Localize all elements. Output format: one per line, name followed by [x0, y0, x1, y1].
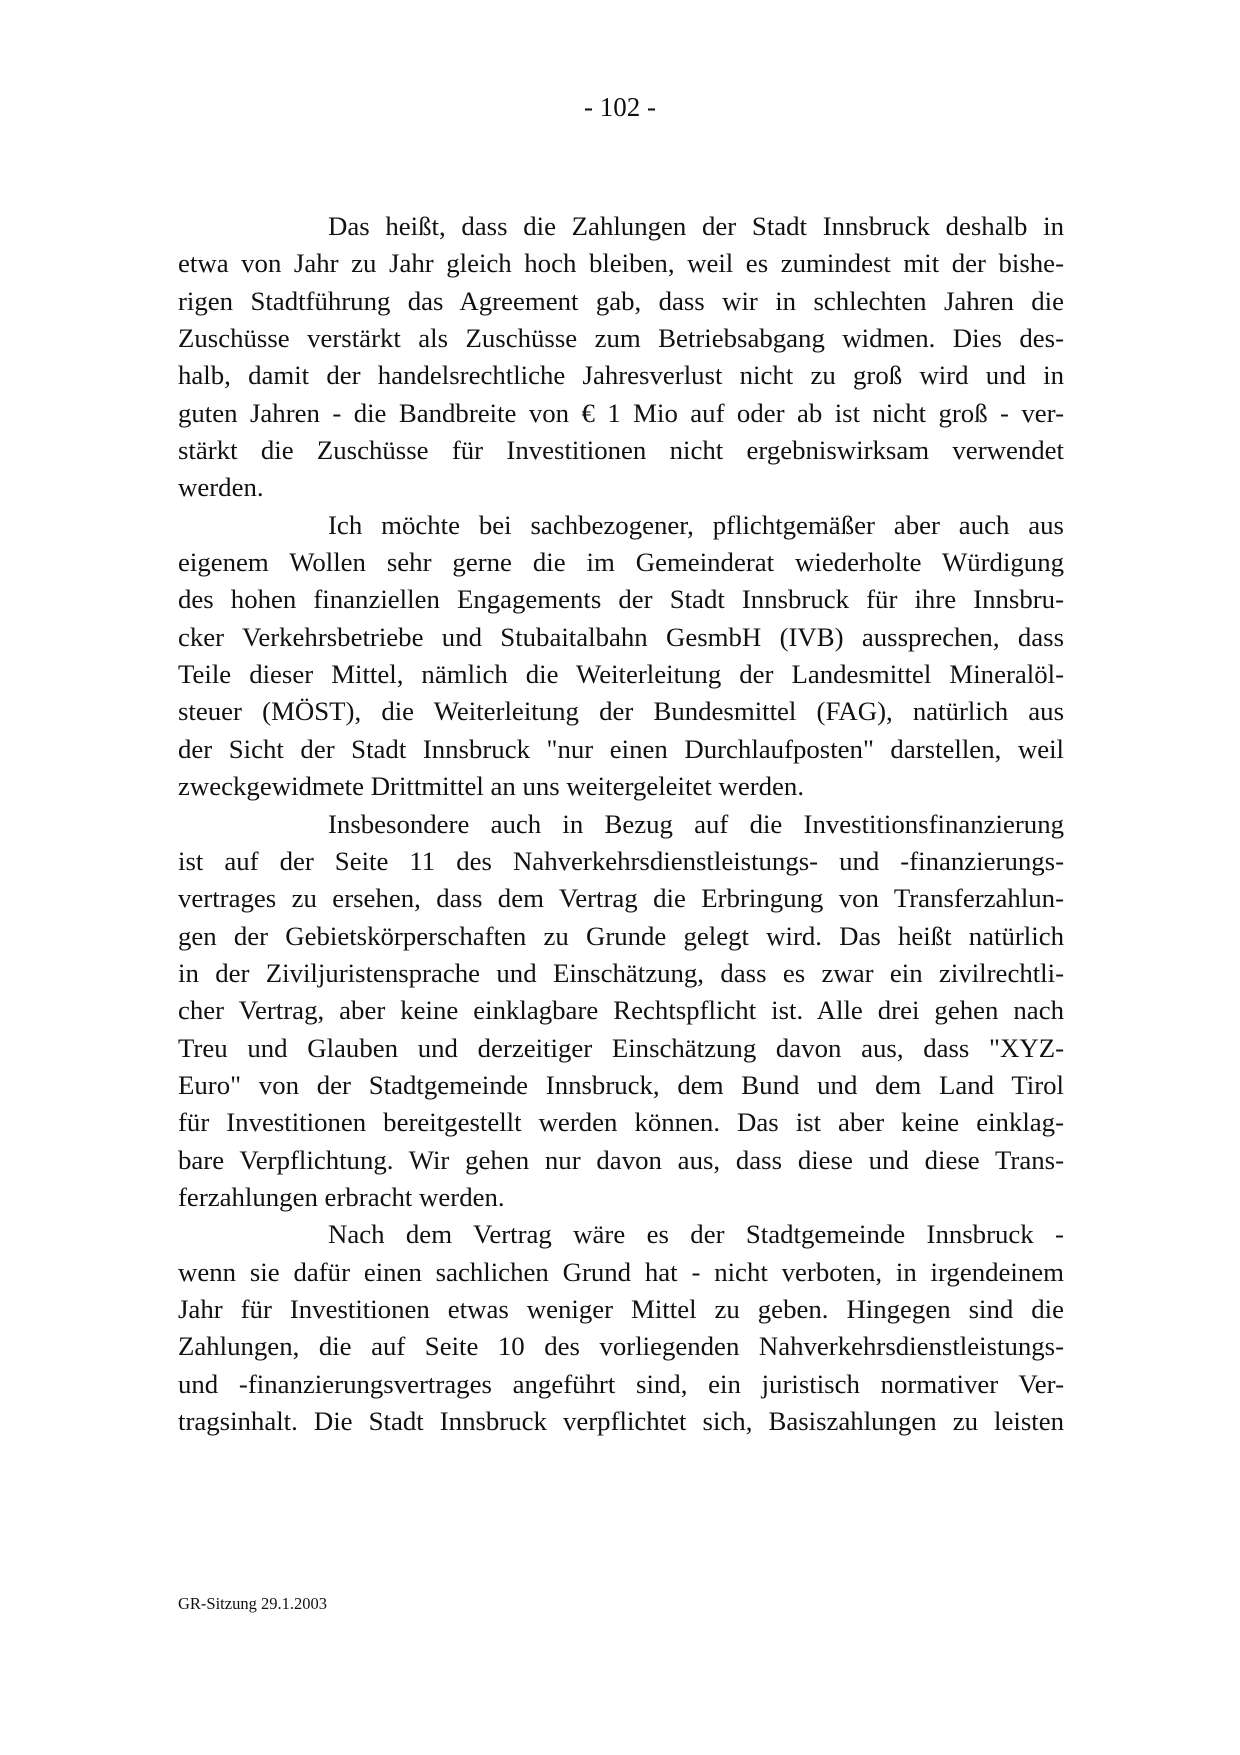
paragraph-line: in der Ziviljuristensprache und Einschätzung, dass es zwar ein zivilrechtli-: [178, 957, 1064, 988]
paragraph-line: zweckgewidmete Drittmittel an uns weitergeleitet werden.: [178, 771, 805, 802]
paragraph-line: ferzahlungen erbracht werden.: [178, 1181, 505, 1212]
page-number: - 102 -: [584, 92, 656, 122]
paragraph-line: für Investitionen bereitgestellt werden können. Das ist aber keine einklag-: [178, 1107, 1064, 1138]
paragraph-line: und -finanzierungsvertrages angeführt sind, ein juristisch normativer Ver-: [178, 1368, 1064, 1399]
paragraph-line: cker Verkehrsbetriebe und Stubaitalbahn GesmbH (IVB) aussprechen, dass: [178, 621, 1064, 652]
paragraph-line: vertrages zu ersehen, dass dem Vertrag die Erbringung von Transferzahlun-: [178, 883, 1064, 914]
paragraph-line: halb, damit der handelsrechtliche Jahresverlust nicht zu groß wird und in: [178, 360, 1064, 391]
paragraph-line: Zahlungen, die auf Seite 10 des vorliegenden Nahverkehrsdienstleistungs-: [178, 1331, 1064, 1362]
body-text: [178, 208, 1064, 1440]
footer-session-date: GR-Sitzung 29.1.2003: [178, 1594, 327, 1613]
paragraph-line: Das heißt, dass die Zahlungen der Stadt Innsbruck deshalb in: [328, 211, 1064, 241]
paragraph-line: werden.: [178, 472, 264, 503]
paragraph-line: Ich möchte bei sachbezogener, pflichtgemäßer aber auch aus: [328, 509, 1064, 540]
paragraph-line: gen der Gebietskörperschaften zu Grunde gelegt wird. Das heißt natürlich: [178, 920, 1064, 951]
paragraph-line: Treu und Glauben und derzeitiger Einschätzung davon aus, dass "XYZ-: [178, 1032, 1064, 1063]
paragraph-line: Insbesondere auch in Bezug auf die Investitionsfinanzierung: [328, 808, 1064, 839]
paragraph-line: des hohen finanziellen Engagements der Stadt Innsbruck für ihre Innsbru-: [178, 584, 1064, 615]
paragraph-line: Euro" von der Stadtgemeinde Innsbruck, dem Bund und dem Land Tirol: [178, 1069, 1064, 1100]
paragraph-line: bare Verpflichtung. Wir gehen nur davon aus, dass diese und diese Trans-: [178, 1144, 1064, 1175]
paragraph-line: Teile dieser Mittel, nämlich die Weiterleitung der Landesmittel Mineralöl-: [178, 659, 1064, 690]
paragraph-line: rigen Stadtführung das Agreement gab, dass wir in schlechten Jahren die: [178, 285, 1064, 316]
paragraph-line: cher Vertrag, aber keine einklagbare Rechtspflicht ist. Alle drei gehen nach: [178, 995, 1064, 1026]
paragraph-line: guten Jahren - die Bandbreite von € 1 Mio auf oder ab ist nicht groß - ver-: [178, 397, 1064, 428]
paragraph-line: etwa von Jahr zu Jahr gleich hoch bleiben, weil es zumindest mit der bishe-: [178, 248, 1064, 279]
paragraph-line: Jahr für Investitionen etwas weniger Mittel zu geben. Hingegen sind die: [178, 1293, 1064, 1324]
paragraph-line: ist auf der Seite 11 des Nahverkehrsdienstleistungs- und -finanzierungs-: [178, 845, 1064, 876]
paragraph-line: tragsinhalt. Die Stadt Innsbruck verpflichtet sich, Basiszahlungen zu leisten: [178, 1406, 1064, 1436]
paragraph-line: stärkt die Zuschüsse für Investitionen nicht ergebniswirksam verwendet: [178, 435, 1064, 466]
paragraph-line: wenn sie dafür einen sachlichen Grund hat - nicht verboten, in irgendeinem: [178, 1256, 1064, 1287]
paragraph-line: der Sicht der Stadt Innsbruck "nur einen Durchlaufposten" darstellen, weil: [178, 733, 1064, 764]
paragraph-line: eigenem Wollen sehr gerne die im Gemeinderat wiederholte Würdigung: [178, 547, 1064, 578]
paragraph-line: steuer (MÖST), die Weiterleitung der Bundesmittel (FAG), natürlich aus: [178, 696, 1064, 727]
paragraph-line: Nach dem Vertrag wäre es der Stadtgemeinde Innsbruck -: [328, 1219, 1064, 1250]
paragraph-line: Zuschüsse verstärkt als Zuschüsse zum Betriebsabgang widmen. Dies des-: [178, 323, 1064, 354]
